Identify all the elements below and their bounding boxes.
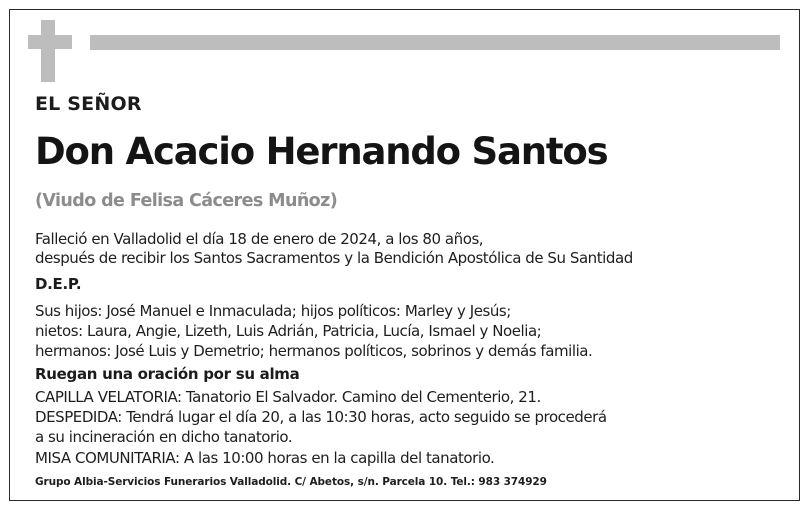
family-line-2: nietos: Laura, Angie, Lizeth, Luis Adrián, Patricia, Lucía, Ismael y Noelia; bbox=[35, 322, 542, 340]
announcement-line-1: Falleció en Valladolid el día 18 de enero de 2024, a los 80 años, bbox=[35, 230, 484, 248]
widower-note: (Viudo de Felisa Cáceres Muñoz) bbox=[35, 191, 338, 211]
deceased-name: Don Acacio Hernando Santos bbox=[35, 130, 608, 173]
family-line-1: Sus hijos: José Manuel e Inmaculada; hijos políticos: Marley y Jesús; bbox=[35, 302, 511, 320]
dep-label: D.E.P. bbox=[35, 275, 82, 293]
title-prefix: EL SEÑOR bbox=[35, 93, 142, 115]
family-line-3: hermanos: José Luis y Demetrio; hermanos políticos, sobrinos y demás familia. bbox=[35, 342, 593, 360]
details-line-3: a su incineración en dicho tanatorio. bbox=[35, 428, 293, 446]
details-line-1: CAPILLA VELATORIA: Tanatorio El Salvador. Camino del Cementerio, 21. bbox=[35, 388, 541, 406]
cross-icon bbox=[41, 20, 55, 82]
announcement-line-2: después de recibir los Santos Sacramentos y la Bendición Apostólica de Su Santidad bbox=[35, 249, 633, 267]
details-line-4: MISA COMUNITARIA: A las 10:00 horas en la capilla del tanatorio. bbox=[35, 449, 495, 467]
header-rule bbox=[90, 35, 780, 50]
details-line-2: DESPEDIDA: Tendrá lugar el día 20, a las 10:30 horas, acto seguido se procederá bbox=[35, 408, 607, 426]
funeral-home-footer: Grupo Albia-Servicios Funerarios Valladolid. C/ Abetos, s/n. Parcela 10. Tel.: 983 374929 bbox=[35, 476, 547, 488]
cross-icon-bar bbox=[28, 35, 72, 49]
prayer-request: Ruegan una oración por su alma bbox=[35, 365, 300, 383]
